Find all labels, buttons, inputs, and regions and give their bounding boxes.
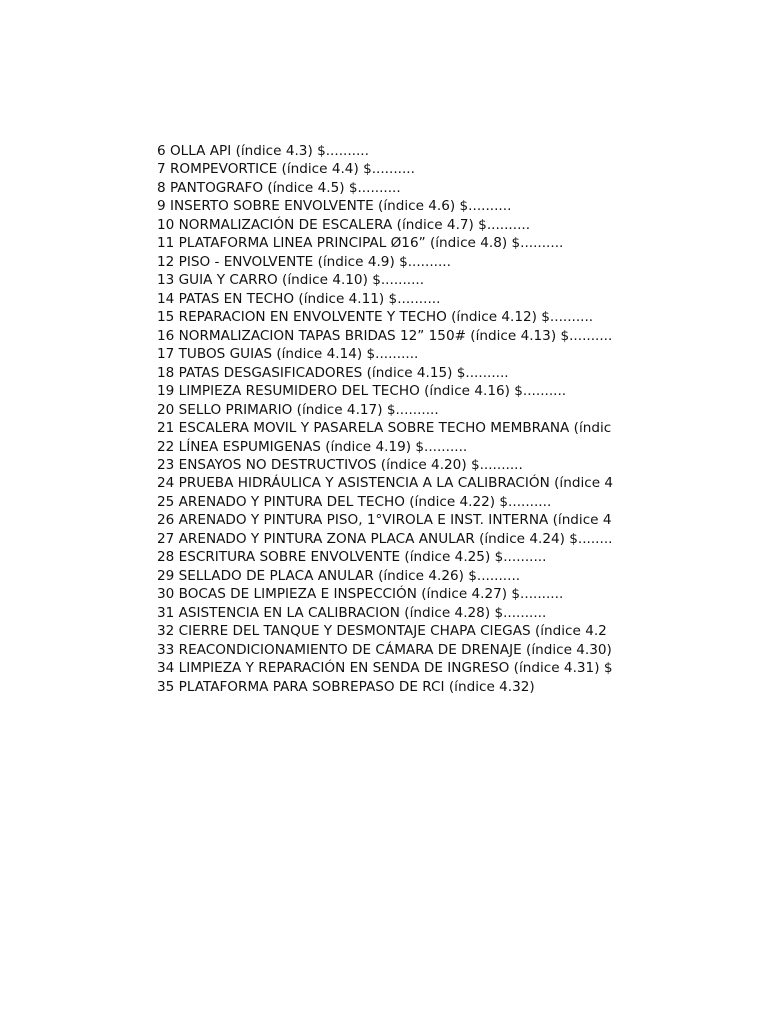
list-item: 20 SELLO PRIMARIO (índice 4.17) $.......... xyxy=(157,401,439,418)
list-item: 13 GUIA Y CARRO (índice 4.10) $.......... xyxy=(157,272,425,289)
list-item: 24 PRUEBA HIDRÁULICA Y ASISTENCIA A LA CALIBRACIÓN (índice 4 xyxy=(157,475,614,492)
list-item: 26 ARENADO Y PINTURA PISO, 1°VIROLA E INST. INTERNA (índice 4 xyxy=(157,512,612,529)
list-item: 33 REACONDICIONAMIENTO DE CÁMARA DE DRENAJE (índice 4.30) xyxy=(157,641,612,658)
list-item: 25 ARENADO Y PINTURA DEL TECHO (índice 4.22) $.......... xyxy=(157,493,552,510)
list-item: 34 LIMPIEZA Y REPARACIÓN EN SENDA DE INGRESO (índice 4.31) $ xyxy=(157,660,613,677)
list-item: 30 BOCAS DE LIMPIEZA E INSPECCIÓN (índice 4.27) $.......... xyxy=(157,586,564,603)
list-item: 31 ASISTENCIA EN LA CALIBRACION (índice 4.28) $.......... xyxy=(157,604,547,621)
list-item: 11 PLATAFORMA LINEA PRINCIPAL Ø16” (índice 4.8) $.......... xyxy=(157,235,564,252)
list-item: 9 INSERTO SOBRE ENVOLVENTE (índice 4.6) $.......... xyxy=(157,198,512,215)
list-item: 16 NORMALIZACION TAPAS BRIDAS 12” 150# (índice 4.13) $.......... xyxy=(157,327,613,344)
list-item: 7 ROMPEVORTICE (índice 4.4) $.......... xyxy=(157,161,415,178)
list-item: 27 ARENADO Y PINTURA ZONA PLACA ANULAR (índice 4.24) $........ xyxy=(157,530,613,547)
list-item: 14 PATAS EN TECHO (índice 4.11) $.......... xyxy=(157,290,441,307)
list-item: 17 TUBOS GUIAS (índice 4.14) $.......... xyxy=(157,346,419,363)
list-item: 10 NORMALIZACIÓN DE ESCALERA (índice 4.7) $.......... xyxy=(157,216,531,233)
list-item: 12 PISO - ENVOLVENTE (índice 4.9) $.......... xyxy=(157,253,451,270)
list-item: 32 CIERRE DEL TANQUE Y DESMONTAJE CHAPA CIEGAS (índice 4.2 xyxy=(157,623,607,640)
list-item: 35 PLATAFORMA PARA SOBREPASO DE RCI (índice 4.32) xyxy=(157,678,535,695)
list-item: 23 ENSAYOS NO DESTRUCTIVOS (índice 4.20) $.......... xyxy=(157,456,523,473)
list-item: 29 SELLADO DE PLACA ANULAR (índice 4.26) $.......... xyxy=(157,567,521,584)
list-item: 19 LIMPIEZA RESUMIDERO DEL TECHO (índice 4.16) $.......... xyxy=(157,383,567,400)
item-list xyxy=(157,142,619,696)
list-item: 15 REPARACION EN ENVOLVENTE Y TECHO (índice 4.12) $.......... xyxy=(157,309,594,326)
list-item: 28 ESCRITURA SOBRE ENVOLVENTE (índice 4.25) $.......... xyxy=(157,549,547,566)
list-item: 22 LÍNEA ESPUMIGENAS (índice 4.19) $.......... xyxy=(157,438,468,455)
list-item: 8 PANTOGRAFO (índice 4.5) $.......... xyxy=(157,179,401,196)
list-item: 6 OLLA API (índice 4.3) $.......... xyxy=(157,143,369,159)
list-item: 18 PATAS DESGASIFICADORES (índice 4.15) $.......... xyxy=(157,364,509,381)
list-item: 21 ESCALERA MOVIL Y PASARELA SOBRE TECHO MEMBRANA (índic xyxy=(157,420,612,437)
